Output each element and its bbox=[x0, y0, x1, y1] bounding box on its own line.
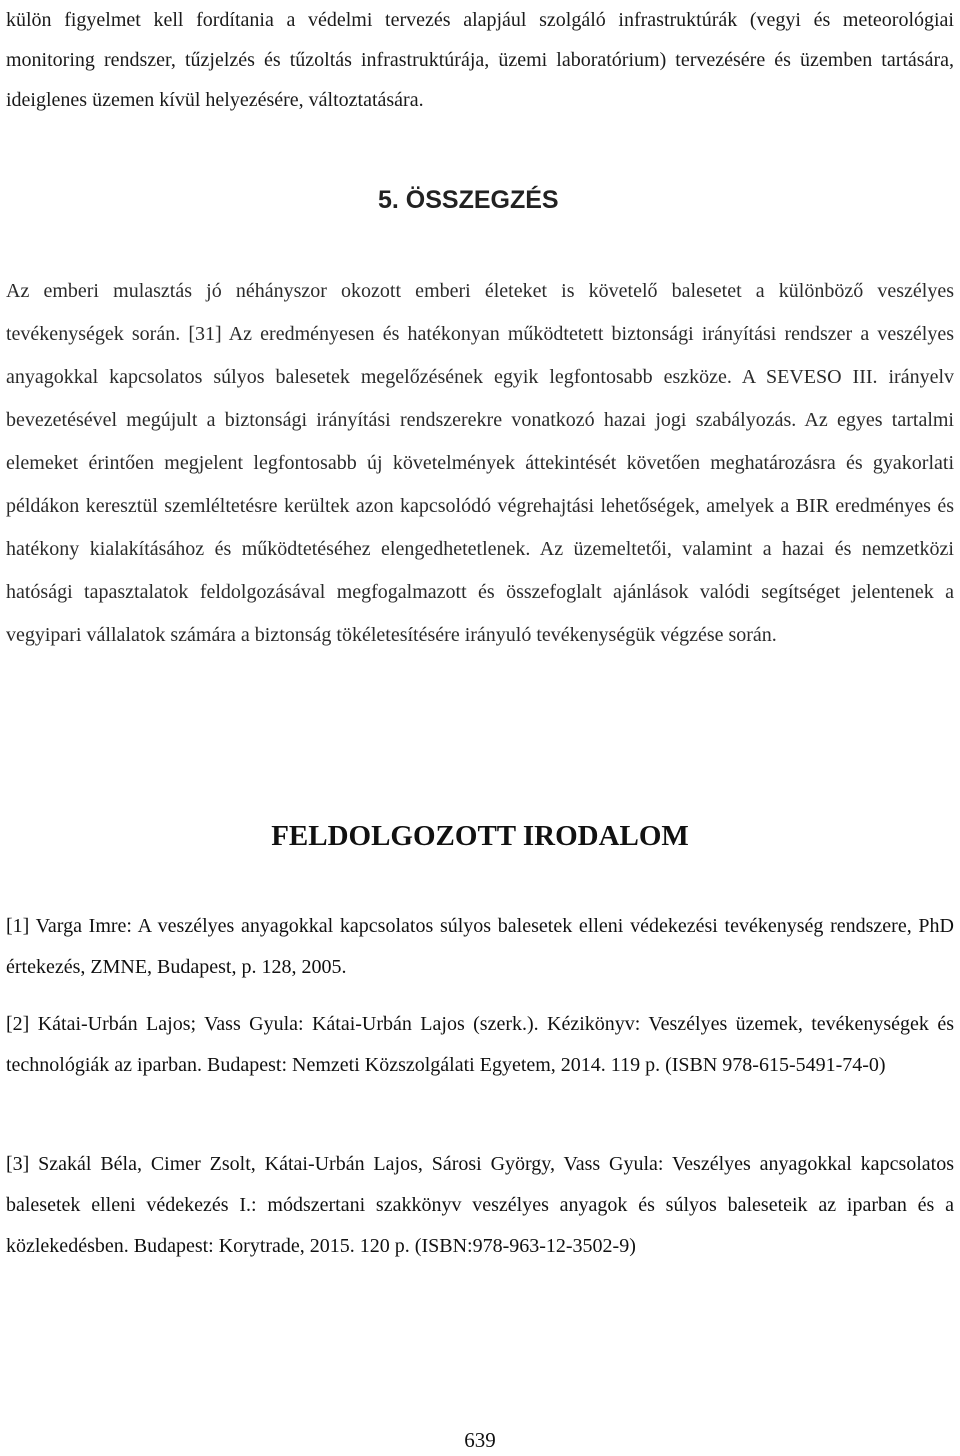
reference-item: [3] Szakál Béla, Cimer Zsolt, Kátai-Urbán Lajos, Sárosi György, Vass Gyula: Veszélyes anyagokkal kapcsolatos balesetek elleni védekezés I.: módszertani szakkönyv veszélyes anyagok és súlyos baleseteik az iparban és a közlekedésben. Budapest: Korytrade, 2015. 120 p. (ISBN:978-963-12-3502-9) bbox=[6, 1153, 954, 1257]
intro-paragraph: külön figyelmet kell fordítania a védelmi tervezés alapjául szolgáló infrastruktúrák (vegyi és meteorológiai monitoring rendszer, tűzjelzés és tűzoltás infrastruktúrája, üzemi laboratórium) tervezésére és üzemben tartására, ideiglenes üzemen kívül helyezésére, változtatására. bbox=[6, 9, 954, 111]
summary-paragraph: Az emberi mulasztás jó néhányszor okozott emberi életeket is követelő balesetet a különböző veszélyes tevékenységek során. [31] Az eredményesen és hatékonyan működtetett biztonsági irányítási rendszer a veszélyes anyagokkal kapcsolatos súlyos balesetek megelőzésének egyik legfontosabb eszköze. A SEVESO III. irányelv bevezetésével megújult a biztonsági irányítási rendszerekre vonatkozó hazai jogi szabályozás. Az egyes tartalmi elemeket érintően megjelent legfontosabb új követelmények áttekintését követően meghatározásra és gyakorlati példákon keresztül szemléltetésre kerültek azon kapcsolódó végrehajtási lehetőségek, amelyek a BIR eredményes és hatékony kialakításához és működtetéséhez elengedhetetlenek. Az üzemeltetői, valamint a hazai és nemzetközi hatósági tapasztalatok feldolgozásával megfogalmazott és összefoglalt ajánlások valódi segítséget jelentenek a vegyipari vállalatok számára a biztonság tökéletesítésére irányuló tevékenységük végzése során. bbox=[6, 280, 954, 646]
section-heading: 5. ÖSSZEGZÉS bbox=[378, 186, 559, 214]
reference-item: [1] Varga Imre: A veszélyes anyagokkal kapcsolatos súlyos balesetek elleni védekezési tevékenység rendszere, PhD értekezés, ZMNE, Budapest, p. 128, 2005. bbox=[6, 915, 954, 978]
bibliography-title: FELDOLGOZOTT IRODALOM bbox=[271, 820, 689, 852]
reference-item: [2] Kátai-Urbán Lajos; Vass Gyula: Kátai-Urbán Lajos (szerk.). Kézikönyv: Veszélyes üzemek, tevékenységek és technológiák az iparban. Budapest: Nemzeti Közszolgálati Egyetem, 2014. 119 p. (ISBN 978-615-5491-74-0) bbox=[6, 1013, 954, 1076]
page-number: 639 bbox=[464, 1428, 496, 1452]
